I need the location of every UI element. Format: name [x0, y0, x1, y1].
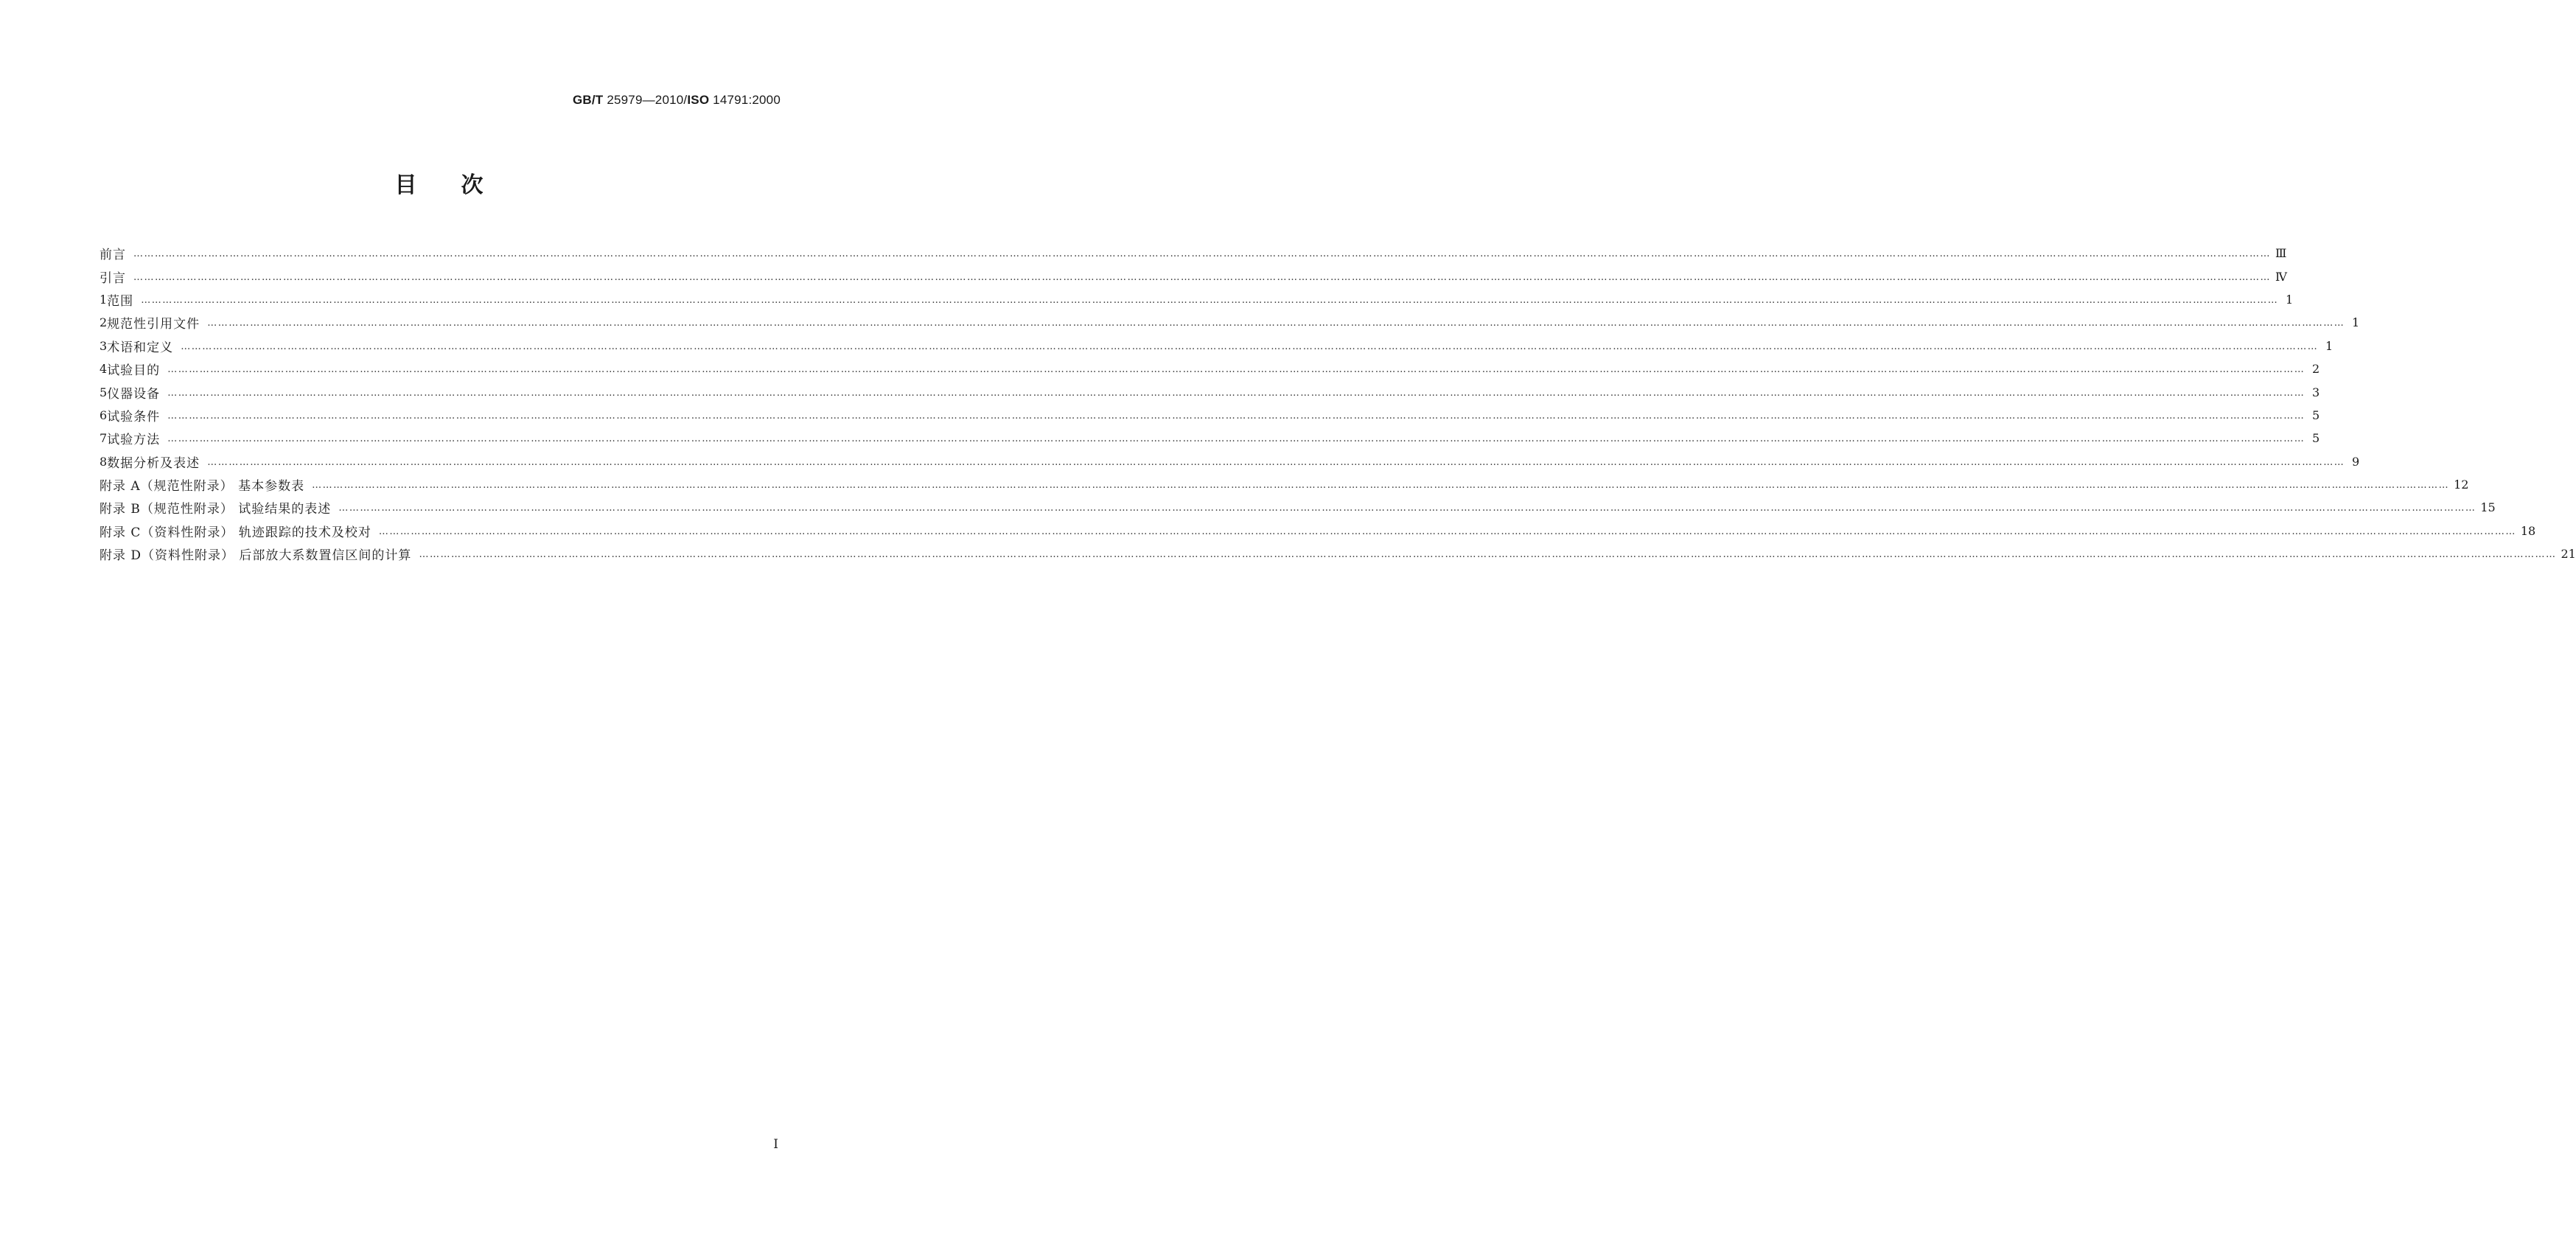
toc-entry-page: 5: [2312, 431, 2320, 446]
toc-entry-page: 12: [2454, 478, 2469, 492]
toc-entry-page: 21: [2561, 547, 2576, 562]
toc-entry-label: 仪器设备: [107, 386, 161, 402]
toc-entry-number: 5: [100, 385, 108, 399]
toc-entry[interactable]: [100, 427, 2320, 450]
toc-entry-page: 2: [2312, 362, 2320, 377]
toc-entry-label: 规范性引用文件: [107, 317, 200, 332]
toc-entry-label: 附录 A（规范性附录） 基本参数表: [100, 479, 305, 494]
toc-entry-label: 试验条件: [107, 409, 161, 424]
toc-entry-page: 18: [2520, 523, 2536, 538]
iso-prefix: ISO: [687, 93, 710, 107]
toc-entry-label: 附录 D（资料性附录） 后部放大系数置信区间的计算: [100, 548, 412, 564]
toc-entry[interactable]: [100, 496, 2496, 519]
toc-entry-label: 术语和定义: [107, 340, 174, 355]
toc-leader-dots: ……………………………………………………………………………………………………………………………………………………………………………………………………………………………………………………………………………………………………………………………………………………………………………………………………………………………………………………………………………………………………………………………………………………: [338, 503, 2476, 514]
toc-entry-number: 8: [100, 454, 108, 469]
toc-leader-dots: ……………………………………………………………………………………………………………………………………………………………………………………………………………………………………………………………………………………………………………………………………………………………………………………………………………………………………………………………………………………………………………………………………………………: [167, 433, 2306, 445]
toc-entry[interactable]: [100, 265, 2287, 287]
toc-entry-page: 3: [2312, 385, 2320, 399]
toc-entry[interactable]: [100, 450, 2360, 473]
table-of-contents: [100, 242, 2576, 565]
page-number: Ⅰ: [773, 1137, 778, 1152]
toc-leader-dots: ……………………………………………………………………………………………………………………………………………………………………………………………………………………………………………………………………………………………………………………………………………………………………………………………………………………………………………………………………………………………………………………………………………………: [378, 525, 2516, 537]
toc-entry-page: Ⅲ: [2275, 246, 2287, 261]
toc-leader-dots: ……………………………………………………………………………………………………………………………………………………………………………………………………………………………………………………………………………………………………………………………………………………………………………………………………………………………………………………………………………………………………………………………………………………: [167, 387, 2306, 399]
toc-entry-page: 1: [2286, 292, 2294, 307]
standard-code-number: 25979—2010/: [603, 93, 688, 107]
standard-code-prefix: GB/T: [572, 93, 604, 107]
toc-leader-dots: ……………………………………………………………………………………………………………………………………………………………………………………………………………………………………………………………………………………………………………………………………………………………………………………………………………………………………………………………………………………………………………………………………………………: [133, 248, 2271, 260]
toc-leader-dots: ……………………………………………………………………………………………………………………………………………………………………………………………………………………………………………………………………………………………………………………………………………………………………………………………………………………………………………………………………………………………………………………………………………………: [141, 294, 2279, 306]
toc-entry-number: 6: [100, 408, 108, 422]
toc-leader-dots: ……………………………………………………………………………………………………………………………………………………………………………………………………………………………………………………………………………………………………………………………………………………………………………………………………………………………………………………………………………………………………………………………………………………: [167, 364, 2306, 376]
toc-entry-number: 4: [100, 362, 108, 377]
toc-leader-dots: ……………………………………………………………………………………………………………………………………………………………………………………………………………………………………………………………………………………………………………………………………………………………………………………………………………………………………………………………………………………………………………………………………………………: [312, 480, 2450, 492]
toc-entry-page: 15: [2480, 500, 2496, 515]
toc-entry-label: 试验目的: [107, 363, 161, 379]
toc-leader-dots: ……………………………………………………………………………………………………………………………………………………………………………………………………………………………………………………………………………………………………………………………………………………………………………………………………………………………………………………………………………………………………………………………………………………: [419, 549, 2557, 561]
toc-entry[interactable]: [100, 288, 2294, 311]
toc-entry-page: Ⅳ: [2275, 269, 2287, 284]
toc-entry-number: 3: [100, 338, 108, 353]
toc-entry-label: 前言: [100, 248, 126, 263]
toc-leader-dots: ……………………………………………………………………………………………………………………………………………………………………………………………………………………………………………………………………………………………………………………………………………………………………………………………………………………………………………………………………………………………………………………………………………………: [133, 271, 2271, 283]
toc-entry[interactable]: [100, 242, 2287, 265]
toc-entry-label: 附录 B（规范性附录） 试验结果的表述: [100, 502, 332, 517]
toc-leader-dots: ……………………………………………………………………………………………………………………………………………………………………………………………………………………………………………………………………………………………………………………………………………………………………………………………………………………………………………………………………………………………………………………………………………………: [167, 410, 2306, 422]
toc-entry-label: 试验方法: [107, 433, 161, 448]
toc-entry-page: 9: [2352, 454, 2360, 469]
toc-entry[interactable]: [100, 520, 2536, 542]
toc-entry-label: 引言: [100, 270, 126, 286]
toc-entry[interactable]: [100, 357, 2320, 380]
toc-entry-page: 1: [2325, 338, 2334, 353]
toc-entry-page: 1: [2352, 315, 2360, 330]
toc-entry[interactable]: [100, 335, 2334, 357]
toc-entry-number: 2: [100, 315, 108, 330]
standard-code: [573, 93, 781, 108]
toc-leader-dots: ……………………………………………………………………………………………………………………………………………………………………………………………………………………………………………………………………………………………………………………………………………………………………………………………………………………………………………………………………………………………………………………………………………………: [181, 340, 2319, 352]
toc-entry[interactable]: [100, 542, 2576, 565]
toc-leader-dots: ……………………………………………………………………………………………………………………………………………………………………………………………………………………………………………………………………………………………………………………………………………………………………………………………………………………………………………………………………………………………………………………………………………………: [207, 318, 2345, 329]
toc-entry[interactable]: [100, 311, 2360, 334]
toc-entry-number: 1: [100, 292, 108, 307]
toc-entry-label: 范围: [107, 293, 134, 309]
toc-leader-dots: ……………………………………………………………………………………………………………………………………………………………………………………………………………………………………………………………………………………………………………………………………………………………………………………………………………………………………………………………………………………………………………………………………………………: [207, 456, 2345, 468]
toc-entry-number: 7: [100, 431, 108, 446]
toc-entry[interactable]: [100, 380, 2320, 403]
page-title: 目次: [394, 172, 528, 198]
toc-entry[interactable]: [100, 473, 2469, 496]
toc-entry[interactable]: [100, 404, 2320, 427]
toc-entry-page: 5: [2312, 408, 2320, 422]
toc-entry-label: 数据分析及表述: [107, 455, 200, 471]
iso-number: 14791:2000: [709, 93, 781, 107]
toc-entry-label: 附录 C（资料性附录） 轨迹跟踪的技术及校对: [100, 525, 371, 540]
